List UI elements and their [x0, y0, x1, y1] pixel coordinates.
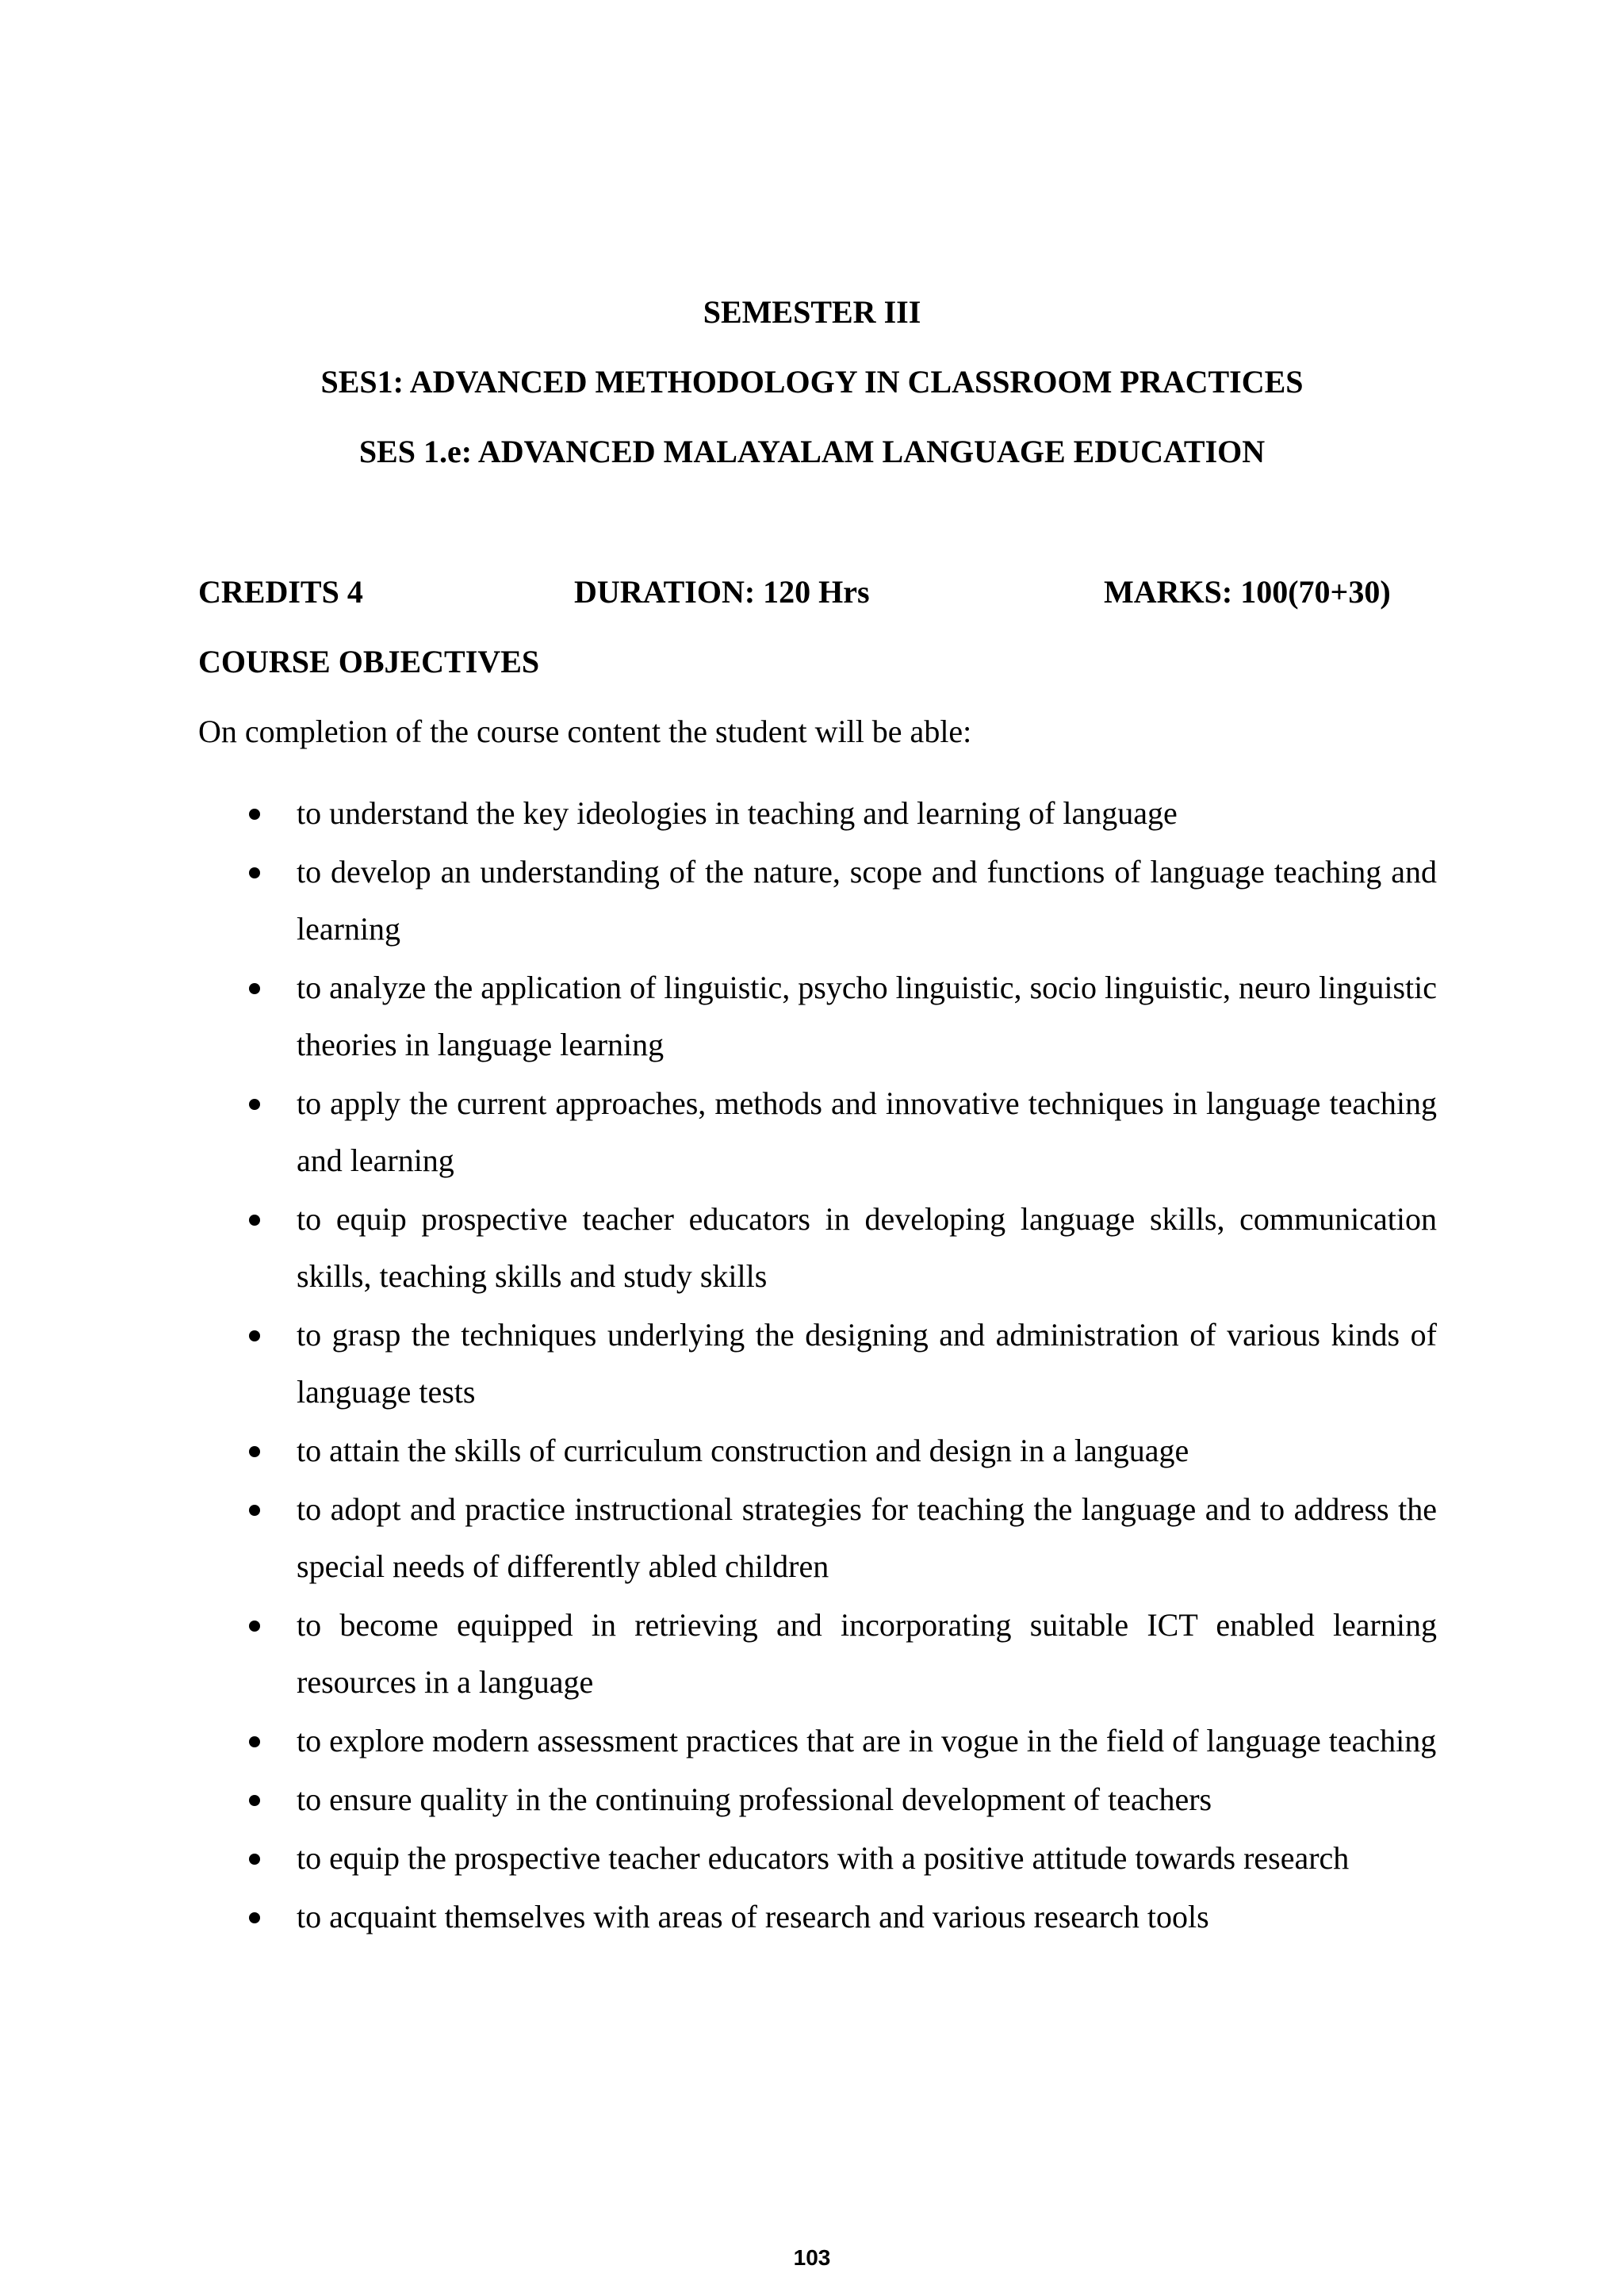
objective-item [198, 785, 1437, 842]
bullet-icon [249, 1505, 260, 1516]
objective-text: to apply the current approaches, methods and innovative techniques in language teaching and learning [297, 1085, 1437, 1178]
objective-text: to equip the prospective teacher educators with a positive attitude towards research [297, 1840, 1350, 1876]
objective-item [198, 1771, 1437, 1828]
bullet-icon [249, 1330, 260, 1341]
objectives-list [198, 785, 1437, 1947]
objective-item [198, 844, 1437, 958]
objective-text: to equip prospective teacher educators in developing language skills, communication skills, teaching skills and study skills [297, 1201, 1437, 1294]
objective-item [198, 959, 1437, 1073]
objectives-intro: On completion of the course content the student will be able: [198, 714, 972, 749]
objective-item [198, 1712, 1437, 1770]
course-objectives-title: COURSE OBJECTIVES [198, 644, 540, 679]
objective-item [198, 1481, 1437, 1595]
semester-heading: SEMESTER III [703, 294, 921, 330]
bullet-icon [249, 809, 260, 820]
objective-item [198, 1597, 1437, 1711]
objective-item [198, 1888, 1437, 1946]
objective-text: to develop an understanding of the nature, scope and functions of language teaching and learning [297, 854, 1437, 947]
objective-text: to explore modern assessment practices that are in vogue in the field of language teaching [297, 1723, 1437, 1758]
duration-label: DURATION: 120 Hrs [574, 574, 870, 610]
objective-item [198, 1191, 1437, 1305]
objective-item [198, 1075, 1437, 1189]
objective-text: to analyze the application of linguistic, psycho linguistic, socio linguistic, neuro linguistic theories in language learning [297, 970, 1437, 1062]
objective-item [198, 1830, 1437, 1887]
objective-text: to ensure quality in the continuing professional development of teachers [297, 1781, 1212, 1817]
objective-item [198, 1422, 1437, 1479]
objective-text: to understand the key ideologies in teaching and learning of language [297, 795, 1178, 831]
objective-text: to acquaint themselves with areas of research and various research tools [297, 1899, 1209, 1934]
course-title-heading: SES 1.e: ADVANCED MALAYALAM LANGUAGE EDUCATION [358, 434, 1266, 469]
bullet-icon [249, 1736, 260, 1747]
bullet-icon [249, 867, 260, 878]
bullet-icon [249, 1795, 260, 1806]
bullet-icon [249, 1854, 260, 1865]
course-group-heading: SES1: ADVANCED METHODOLOGY IN CLASSROOM PRACTICES [320, 364, 1304, 400]
credits-label: CREDITS 4 [198, 574, 363, 610]
objective-text: to adopt and practice instructional strategies for teaching the language and to address the special needs of differently abled children [297, 1491, 1437, 1584]
bullet-icon [249, 1099, 260, 1110]
objective-text: to grasp the techniques underlying the designing and administration of various kinds of language tests [297, 1317, 1437, 1410]
bullet-icon [249, 1912, 260, 1923]
objective-text: to attain the skills of curriculum construction and design in a language [297, 1433, 1189, 1468]
marks-label: MARKS: 100(70+30) [1104, 574, 1391, 610]
bullet-icon [249, 1621, 260, 1632]
objective-text: to become equipped in retrieving and incorporating suitable ICT enabled learning resources in a language [297, 1607, 1437, 1700]
objective-item [198, 1307, 1437, 1421]
bullet-icon [249, 1446, 260, 1457]
bullet-icon [249, 983, 260, 994]
bullet-icon [249, 1215, 260, 1226]
page-number: 103 [793, 2245, 831, 2270]
